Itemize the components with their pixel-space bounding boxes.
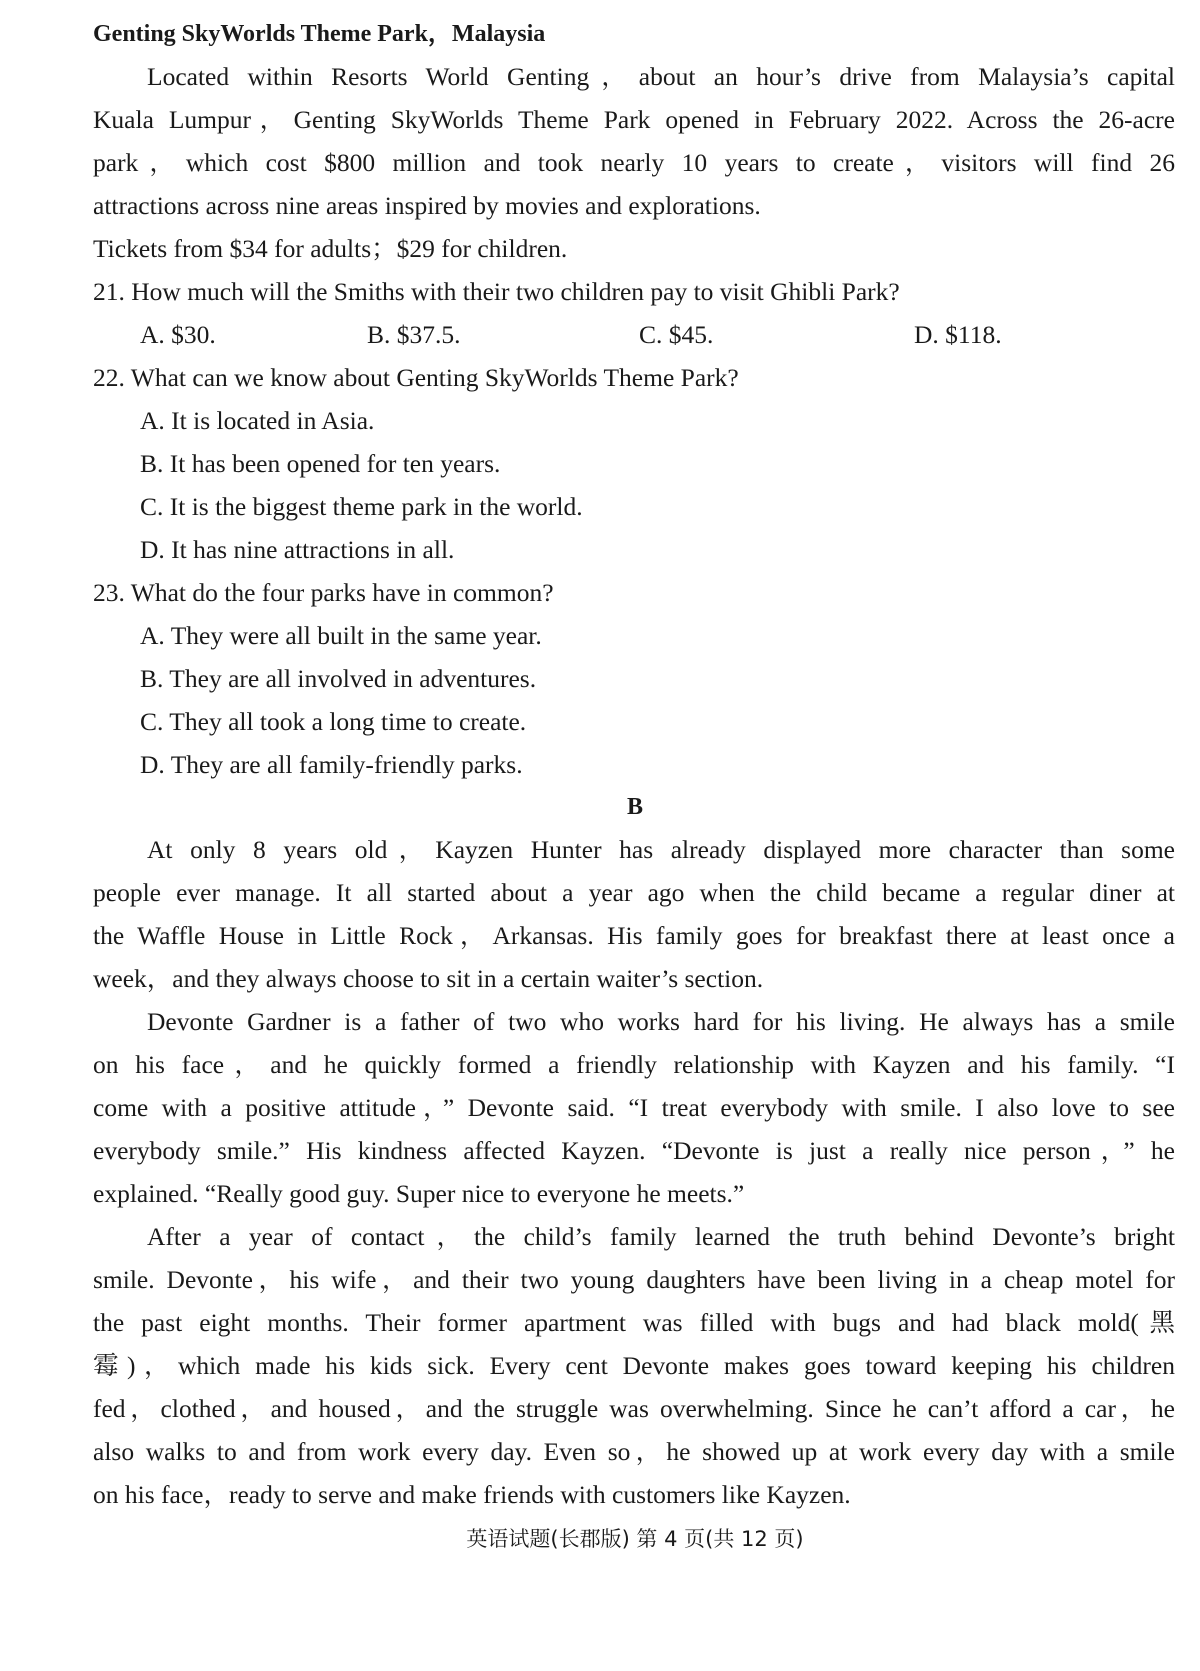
para-line: also walks to and from work every day. Even so，he showed up at work every day with a smile — [93, 1437, 1175, 1466]
para-line: on his face，ready to serve and make friends with customers like Kayzen. — [93, 1480, 851, 1509]
question-22-option-c: C. It is the biggest theme park in the world. — [140, 492, 583, 521]
para-line: fed，clothed，and housed，and the struggle was overwhelming. Since he can’t afford a car，he — [93, 1394, 1175, 1423]
park-heading: Genting SkyWorlds Theme Park，Malaysia — [93, 21, 546, 47]
question-22-option-d: D. It has nine attractions in all. — [140, 535, 455, 564]
para-line: 霉)，which made his kids sick. Every cent Devonte makes goes toward keeping his children — [93, 1351, 1175, 1380]
question-21-option-d: D. $118. — [914, 320, 1002, 349]
tickets-line: Tickets from $34 for adults；$29 for children. — [93, 234, 568, 263]
para-line: everybody smile.” His kindness affected Kayzen. “Devonte is just a really nice person，” he — [93, 1136, 1175, 1165]
para-line: people ever manage. It all started about a year ago when the child became a regular diner at — [93, 878, 1175, 907]
question-23-option-d: D. They are all family-friendly parks. — [140, 750, 523, 779]
question-23-option-c: C. They all took a long time to create. — [140, 707, 527, 736]
para-line: Kuala Lumpur，Genting SkyWorlds Theme Park opened in February 2022. Across the 26-acre — [93, 105, 1175, 134]
para-line: explained. “Really good guy. Super nice to everyone he meets.” — [93, 1179, 745, 1208]
para-line: At only 8 years old，Kayzen Hunter has already displayed more character than some — [147, 835, 1175, 864]
para-line: come with a positive attitude，” Devonte said. “I treat everybody with smile. I also love to see — [93, 1093, 1175, 1122]
para-line: the past eight months. Their former apartment was filled with bugs and had black mold(黑 — [93, 1308, 1175, 1337]
section-b-label: B — [626, 794, 643, 820]
question-21-stem: 21. How much will the Smiths with their two children pay to visit Ghibli Park? — [93, 277, 900, 306]
para-line: park，which cost $800 million and took nearly 10 years to create，visitors will find 26 — [93, 148, 1175, 177]
para-line: attractions across nine areas inspired by movies and explorations. — [93, 191, 761, 220]
para-line: the Waffle House in Little Rock，Arkansas. His family goes for breakfast there at least once a — [93, 921, 1175, 950]
question-21-option-b: B. $37.5. — [367, 320, 461, 349]
para-line: Devonte Gardner is a father of two who works hard for his living. He always has a smile — [147, 1007, 1175, 1036]
question-22-stem: 22. What can we know about Genting SkyWorlds Theme Park? — [93, 363, 739, 392]
question-21-option-a: A. $30. — [140, 320, 216, 349]
para-line: After a year of contact，the child’s family learned the truth behind Devonte’s bright — [147, 1222, 1175, 1251]
para-line: on his face，and he quickly formed a friendly relationship with Kayzen and his family. “I — [93, 1050, 1175, 1079]
question-22-option-a: A. It is located in Asia. — [140, 406, 375, 435]
para-line: Located within Resorts World Genting，about an hour’s drive from Malaysia’s capital — [147, 62, 1175, 91]
question-22-option-b: B. It has been opened for ten years. — [140, 449, 501, 478]
question-23-stem: 23. What do the four parks have in common? — [93, 578, 554, 607]
para-line: smile. Devonte，his wife，and their two young daughters have been living in a cheap motel for — [93, 1265, 1175, 1294]
page-footer: 英语试题(长郡版) 第 4 页(共 12 页) — [466, 1527, 804, 1551]
question-23-option-b: B. They are all involved in adventures. — [140, 664, 537, 693]
para-line: week，and they always choose to sit in a certain waiter’s section. — [93, 964, 764, 993]
question-21-option-c: C. $45. — [639, 320, 714, 349]
question-23-option-a: A. They were all built in the same year. — [140, 621, 542, 650]
